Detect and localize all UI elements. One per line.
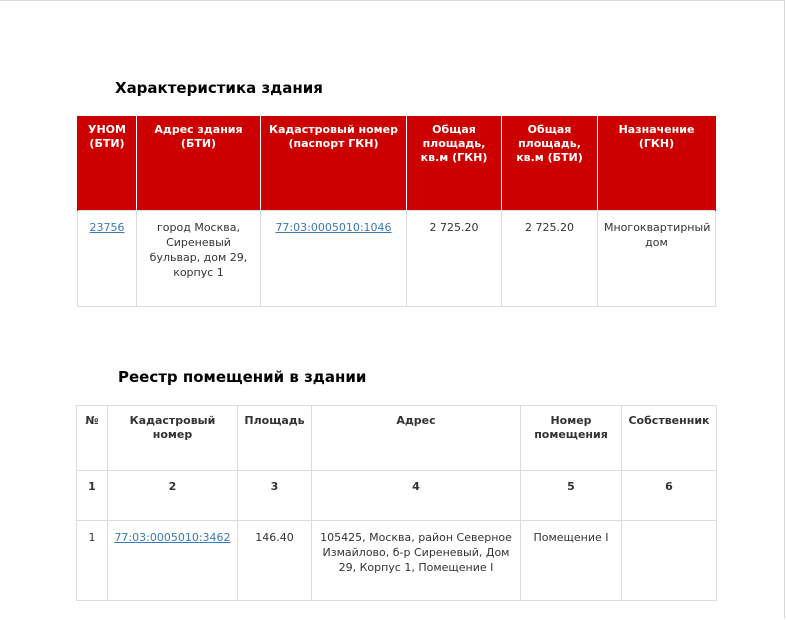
cell-owner	[622, 521, 717, 601]
column-number: 4	[312, 471, 521, 521]
cell-unom	[78, 210, 137, 306]
header-purpose: Назначение (ГКН)	[598, 116, 716, 210]
column-number: 6	[622, 471, 717, 521]
column-number: 2	[108, 471, 238, 521]
premises-cadastral-link[interactable]: 77:03:0005010:3462	[114, 531, 231, 544]
cell-premises-cadastral	[108, 521, 238, 601]
cell-premises-address: 105425, Москва, район Северное Измайлово, б-р Сиреневый, Дом 29, Корпус 1, Помещение I	[312, 521, 521, 601]
building-cadastral-link[interactable]: 77:03:0005010:1046	[275, 220, 392, 234]
cell-area: 146.40	[238, 521, 312, 601]
cell-row-number: 1	[77, 521, 108, 601]
cell-building-address: город Москва, Сиреневый бульвар, дом 29, корпус 1	[137, 210, 261, 306]
cell-total-area-bti: 2 725.20	[502, 210, 598, 306]
header-total-area-bti: Общая площадь, кв.м (БТИ)	[502, 116, 598, 210]
column-number: 3	[238, 471, 312, 521]
header-total-area-gkn: Общая площадь, кв.м (ГКН)	[407, 116, 502, 210]
header-premises-address: Адрес	[312, 406, 521, 471]
header-unom: УНОМ (БТИ)	[78, 116, 137, 210]
building-section-title: Характеристика здания	[115, 79, 323, 97]
cell-cadastral-number	[261, 210, 407, 306]
premises-section-title: Реестр помещений в здании	[118, 368, 367, 386]
unom-link[interactable]: 23756	[89, 220, 125, 234]
header-cadastral-number: Кадастровый номер (паспорт ГКН)	[261, 116, 407, 210]
cell-room-number: Помещение I	[521, 521, 622, 601]
column-number: 5	[521, 471, 622, 521]
header-premises-cadastral: Кадастровый номер	[108, 406, 238, 471]
building-characteristics-table	[77, 116, 716, 307]
column-number: 1	[77, 471, 108, 521]
header-owner: Собственник	[622, 406, 717, 471]
header-room-number: Номер помещения	[521, 406, 622, 471]
premises-registry-table	[76, 405, 717, 601]
cell-total-area-gkn: 2 725.20	[407, 210, 502, 306]
header-building-address: Адрес здания (БТИ)	[137, 116, 261, 210]
premises-header-row	[77, 406, 717, 471]
header-row-number: №	[77, 406, 108, 471]
header-area: Площадь	[238, 406, 312, 471]
cell-purpose: Многоквартирный дом	[598, 210, 716, 306]
building-header-row	[78, 116, 716, 210]
table-row	[77, 521, 717, 601]
column-number-row	[77, 471, 717, 521]
building-data-row	[78, 210, 716, 306]
